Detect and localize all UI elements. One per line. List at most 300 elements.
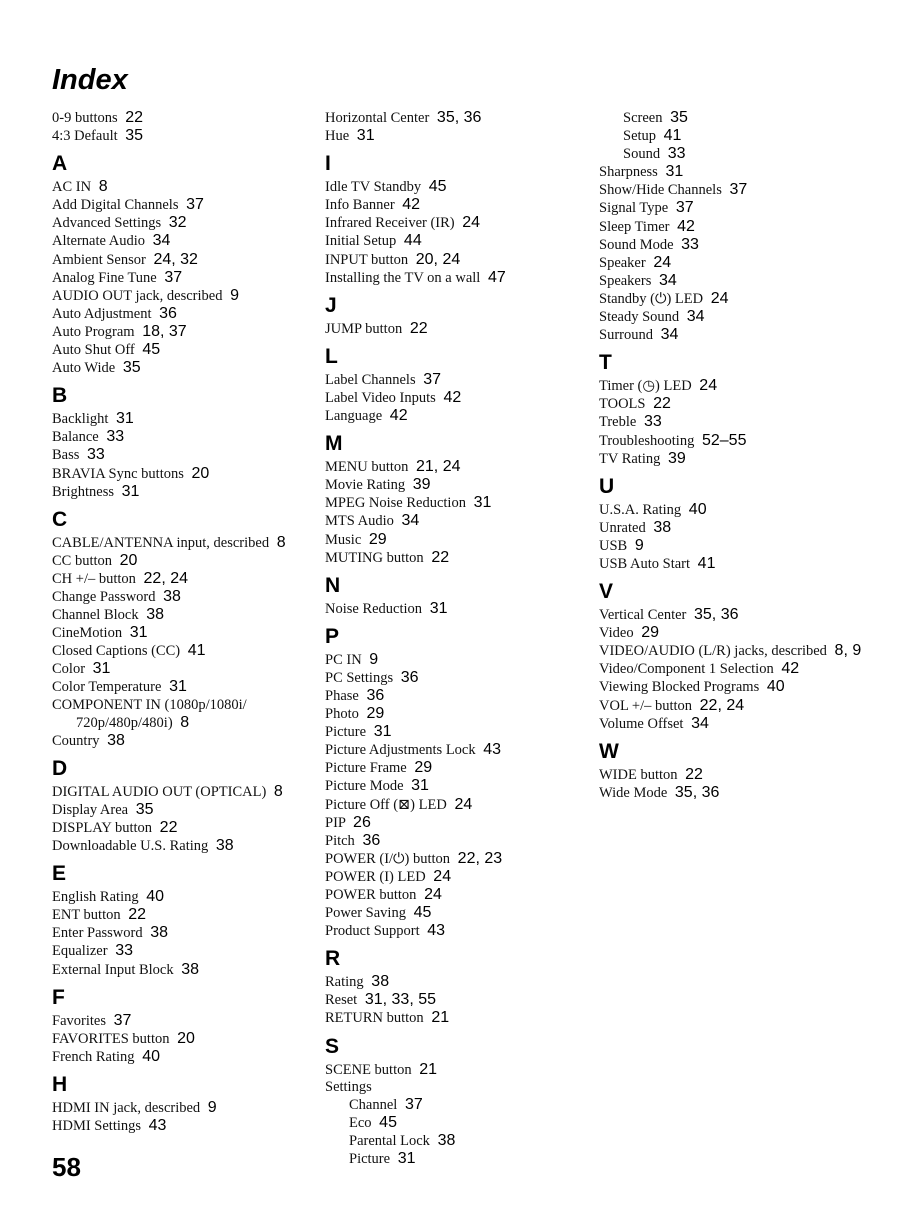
- index-entry: [599, 624, 869, 642]
- entry-label: TOOLS: [599, 396, 646, 413]
- index-entry: [599, 450, 869, 468]
- entry-page-numbers: 35: [125, 127, 144, 145]
- index-entry: [599, 326, 869, 344]
- entry-page-numbers: 38: [371, 973, 390, 991]
- entry-label: Horizontal Center: [325, 110, 430, 126]
- index-entry: [599, 697, 869, 715]
- entry-label: USB Auto Start: [599, 555, 691, 572]
- index-entry: [52, 697, 302, 732]
- entry-page-numbers: 31: [665, 163, 684, 181]
- entry-page-numbers: 34: [658, 271, 677, 289]
- entry-page-numbers: 47: [487, 268, 506, 286]
- index-entry: [325, 886, 585, 904]
- index-letter-heading: L: [325, 344, 338, 368]
- entry-page-numbers: 41: [187, 642, 206, 660]
- entry-label: Rating: [325, 974, 364, 991]
- entry-page-numbers: 31: [473, 494, 492, 512]
- index-entry: [52, 483, 302, 501]
- entry-label: Troubleshooting: [599, 432, 695, 449]
- index-entry: [599, 501, 869, 519]
- entry-label: Eco: [349, 1114, 372, 1131]
- entry-page-numbers: 36: [400, 668, 419, 686]
- index-entry: [325, 850, 585, 868]
- index-entry: [52, 678, 302, 696]
- index-subentry: [599, 127, 869, 145]
- entry-label: English Rating: [52, 889, 139, 906]
- index-entry: [325, 973, 585, 991]
- index-letter-heading: P: [325, 624, 340, 648]
- entry-label: Channel: [349, 1096, 398, 1113]
- entry-page-numbers: 36: [366, 686, 385, 704]
- index-entry: [325, 407, 585, 425]
- entry-page-numbers: 37: [423, 370, 442, 388]
- index-entry: [52, 341, 302, 359]
- index-entry: [52, 428, 302, 446]
- entry-page-numbers: 18, 37: [142, 322, 187, 340]
- entry-page-numbers: 41: [697, 554, 716, 572]
- entry-page-numbers: 31: [129, 624, 148, 642]
- entry-page-numbers: 8: [180, 713, 190, 731]
- index-entry: [599, 642, 869, 660]
- index-letter-heading: F: [52, 985, 65, 1009]
- entry-label: Video: [599, 625, 634, 642]
- index-entry: [52, 446, 302, 464]
- entry-label: Info Banner: [325, 197, 395, 214]
- entry-page-numbers: 34: [660, 326, 679, 344]
- entry-page-numbers: 29: [368, 530, 387, 548]
- entry-label: CineMotion: [52, 625, 123, 642]
- entry-page-numbers: 8: [273, 782, 283, 800]
- entry-label: Color: [52, 661, 86, 678]
- entry-label: VIDEO/AUDIO (L/R) jacks, described: [599, 643, 827, 660]
- entry-page-numbers: 29: [414, 759, 433, 777]
- entry-page-numbers: 37: [675, 199, 694, 217]
- entry-label: CH +/– button: [52, 570, 136, 587]
- entry-page-numbers: 33: [643, 413, 662, 431]
- entry-label: Brightness: [52, 483, 115, 500]
- index-entry: [325, 549, 585, 567]
- entry-page-numbers: 22: [159, 819, 178, 836]
- index-entry: [52, 269, 302, 287]
- entry-label: Settings: [325, 1078, 372, 1095]
- entry-page-numbers: 39: [667, 449, 686, 467]
- entry-page-numbers: 41: [663, 127, 682, 145]
- entry-page-numbers: 24, 32: [153, 250, 198, 268]
- entry-page-numbers: 22, 23: [457, 849, 503, 867]
- index-entry: [599, 272, 869, 290]
- entry-label: Steady Sound: [599, 309, 680, 326]
- entry-label: FAVORITES button: [52, 1030, 170, 1047]
- index-entry: [52, 837, 302, 855]
- entry-label: Backlight: [52, 411, 109, 428]
- entry-page-numbers: 35, 36: [674, 783, 720, 801]
- entry-label: Pitch: [325, 832, 355, 849]
- index-letter-heading: V: [599, 580, 614, 604]
- index-entry: [52, 1048, 302, 1066]
- index-entry: [325, 922, 585, 940]
- index-letter-heading: A: [52, 152, 68, 176]
- index-entry: [52, 251, 302, 269]
- entry-page-numbers: 45: [142, 341, 161, 359]
- entry-label: Balance: [52, 429, 99, 446]
- index-entry: [325, 1009, 585, 1027]
- entry-label: Auto Adjustment: [52, 305, 152, 322]
- entry-label: Downloadable U.S. Rating: [52, 838, 209, 855]
- entry-label: Phase: [325, 687, 359, 704]
- entry-page-numbers: 42: [443, 388, 462, 406]
- entry-label: HDMI IN jack, described: [52, 1099, 201, 1116]
- entry-page-numbers: 38: [215, 837, 234, 855]
- entry-page-numbers: 20, 24: [415, 250, 461, 268]
- entry-page-numbers: 36: [159, 304, 177, 322]
- index-entry: [52, 624, 302, 642]
- index-column-2: [325, 109, 585, 1168]
- entry-label: Closed Captions (CC): [52, 643, 181, 660]
- index-entry: [599, 377, 869, 395]
- index-entry: [325, 868, 585, 886]
- index-entry: [325, 723, 585, 741]
- entry-page-numbers: 31: [169, 678, 187, 696]
- entry-label: Idle TV Standby: [325, 179, 422, 196]
- entry-page-numbers: 22: [125, 109, 144, 126]
- entry-label: Picture Mode: [325, 778, 404, 795]
- entry-label: Show/Hide Channels: [599, 182, 722, 199]
- index-entry: [52, 732, 302, 750]
- index-entry: [599, 290, 869, 308]
- entry-label: Power Saving: [325, 905, 406, 922]
- entry-label: PC IN: [325, 651, 362, 668]
- index-entry: [599, 181, 869, 199]
- index-entry: [325, 389, 585, 407]
- entry-page-numbers: 31, 33, 55: [364, 991, 437, 1009]
- entry-label: Language: [325, 408, 383, 425]
- entry-page-numbers: 24: [424, 886, 442, 903]
- index-entry: [325, 251, 585, 269]
- entry-page-numbers: 35: [670, 109, 688, 126]
- entry-page-numbers: 20: [191, 464, 210, 482]
- index-entry: [52, 660, 302, 678]
- index-letter-heading: I: [325, 152, 331, 176]
- entry-page-numbers: 45: [413, 904, 432, 922]
- index-entry: [599, 308, 869, 326]
- entry-label: Unrated: [599, 519, 646, 536]
- index-letter-heading: B: [52, 384, 68, 408]
- entry-label: External Input Block: [52, 961, 174, 978]
- index-entry: [325, 320, 585, 338]
- entry-page-numbers: 21, 24: [416, 458, 461, 476]
- index-entry: [599, 537, 869, 555]
- entry-label: Speaker: [599, 254, 646, 271]
- index-letter-heading: S: [325, 1034, 340, 1058]
- index-entry: [325, 991, 585, 1009]
- entry-page-numbers: 35: [122, 359, 141, 377]
- entry-label: BRAVIA Sync buttons: [52, 465, 184, 482]
- index-entry: [599, 413, 869, 431]
- index-entry: [325, 458, 585, 476]
- entry-page-numbers: 24: [462, 214, 481, 232]
- index-entry: [325, 127, 585, 145]
- entry-page-numbers: 31: [356, 127, 375, 145]
- entry-label: CABLE/ANTENNA input, described: [52, 534, 270, 551]
- entry-label: Screen: [623, 110, 663, 126]
- index-entry: [325, 1061, 585, 1079]
- entry-page-numbers: 40: [766, 678, 785, 696]
- entry-page-numbers: 34: [401, 512, 420, 530]
- index-entry: [52, 801, 302, 819]
- entry-label: INPUT button: [325, 251, 409, 268]
- index-entry: [325, 687, 585, 705]
- index-letter-heading: J: [325, 293, 337, 317]
- entry-page-numbers: 31: [411, 777, 429, 795]
- index-entry: [52, 819, 302, 837]
- entry-page-numbers: 37: [404, 1095, 423, 1113]
- entry-label: VOL +/– button: [599, 697, 693, 714]
- entry-label: Reset: [325, 992, 358, 1009]
- index-entry: [52, 888, 302, 906]
- index-entry: [599, 715, 869, 733]
- index-column-1: [52, 109, 302, 1135]
- entry-page-numbers: 9: [207, 1098, 217, 1116]
- entry-page-numbers: 33: [115, 942, 133, 960]
- entry-page-numbers: 43: [483, 741, 502, 759]
- page-title: Index: [52, 64, 128, 96]
- entry-page-numbers: 37: [186, 196, 204, 214]
- index-subentry: [599, 109, 869, 127]
- entry-label: Vertical Center: [599, 607, 687, 624]
- index-letter-heading: H: [52, 1072, 68, 1096]
- entry-page-numbers: 33: [106, 428, 125, 446]
- entry-label: Hue: [325, 128, 350, 145]
- entry-label: RETURN button: [325, 1010, 424, 1027]
- entry-page-numbers: 9: [369, 650, 379, 668]
- entry-page-numbers: 22: [431, 548, 450, 566]
- index-entry: [325, 814, 585, 832]
- index-entry: [52, 323, 302, 341]
- index-entry: [52, 552, 302, 570]
- entry-label: Sharpness: [599, 164, 658, 181]
- index-entry: [52, 109, 302, 127]
- entry-label: Analog Fine Tune: [52, 269, 157, 286]
- index-entry: [599, 163, 869, 181]
- entry-label: 0-9 buttons: [52, 110, 118, 126]
- entry-label: Picture Off (⊠) LED: [325, 796, 447, 813]
- index-entry: [325, 269, 585, 287]
- entry-page-numbers: 37: [729, 181, 748, 199]
- index-subentry: [325, 1150, 585, 1168]
- entry-page-numbers: 24: [699, 377, 718, 395]
- entry-page-numbers: 31: [397, 1150, 416, 1168]
- entry-label: French Rating: [52, 1048, 135, 1065]
- entry-page-numbers: 38: [653, 518, 672, 536]
- entry-label: Color Temperature: [52, 679, 162, 696]
- index-entry: [52, 232, 302, 250]
- page-number: 58: [52, 1152, 81, 1182]
- index-entry: [599, 766, 869, 784]
- entry-label: AC IN: [52, 179, 92, 196]
- entry-page-numbers: 38: [163, 587, 181, 605]
- entry-label: Wide Mode: [599, 784, 668, 801]
- index-entry: [52, 906, 302, 924]
- index-letter-heading: R: [325, 947, 341, 971]
- entry-page-numbers: 45: [428, 178, 447, 196]
- entry-page-numbers: 24: [710, 289, 729, 307]
- entry-page-numbers: 24: [454, 795, 473, 813]
- entry-page-numbers: 35, 36: [436, 109, 482, 126]
- index-entry: [599, 199, 869, 217]
- entry-label: Change Password: [52, 588, 156, 605]
- index-letter-heading: U: [599, 474, 615, 498]
- entry-label: Auto Program: [52, 323, 135, 340]
- entry-page-numbers: 8: [98, 178, 108, 196]
- entry-label: ENT button: [52, 907, 121, 924]
- entry-label: Video/Component 1 Selection: [599, 661, 774, 678]
- index-entry: [52, 961, 302, 979]
- index-entry: [599, 432, 869, 450]
- entry-label: 4:3 Default: [52, 128, 118, 145]
- index-entry: [599, 606, 869, 624]
- entry-page-numbers: 40: [688, 500, 707, 518]
- entry-label: Standby (⏻) LED: [599, 290, 704, 307]
- index-entry: [52, 359, 302, 377]
- index-entry: [325, 759, 585, 777]
- index-entry: [52, 924, 302, 942]
- index-entry: [599, 519, 869, 537]
- index-entry: [599, 395, 869, 413]
- entry-page-numbers: 20: [119, 551, 138, 569]
- entry-label: Picture: [325, 724, 367, 741]
- entry-page-numbers: 29: [366, 705, 385, 723]
- entry-label: Bass: [52, 447, 80, 464]
- entry-page-numbers: 38: [150, 924, 169, 942]
- entry-label: SCENE button: [325, 1061, 412, 1078]
- entry-page-numbers: 34: [691, 714, 709, 732]
- entry-label: Alternate Audio: [52, 233, 146, 250]
- entry-page-numbers: 35, 36: [694, 606, 739, 624]
- entry-page-numbers: 24: [433, 867, 452, 885]
- entry-page-numbers: 37: [113, 1011, 132, 1029]
- entry-page-numbers: 22: [653, 395, 671, 413]
- index-entry: [52, 570, 302, 588]
- index-entry: [52, 534, 302, 552]
- entry-label: Favorites: [52, 1012, 106, 1029]
- entry-page-numbers: 31: [116, 410, 134, 428]
- entry-label: Signal Type: [599, 200, 669, 217]
- entry-label: Volume Offset: [599, 715, 684, 732]
- entry-label: Picture Frame: [325, 760, 407, 777]
- index-entry: [325, 741, 585, 759]
- entry-label: MTS Audio: [325, 513, 394, 530]
- entry-page-numbers: 39: [412, 476, 431, 494]
- index-entry: [325, 904, 585, 922]
- index-entry: [52, 127, 302, 145]
- entry-page-numbers: 31: [121, 482, 140, 500]
- entry-page-numbers: 40: [146, 888, 165, 906]
- index-subentry: [325, 1096, 585, 1114]
- entry-label: Sound Mode: [599, 236, 674, 253]
- entry-label: MENU button: [325, 459, 409, 476]
- entry-label: Timer (◷) LED: [599, 378, 692, 395]
- entry-label: PC Settings: [325, 669, 394, 686]
- index-entry: [52, 1030, 302, 1048]
- index-entry: [599, 784, 869, 802]
- entry-label: Viewing Blocked Programs: [599, 679, 760, 696]
- entry-page-numbers: 42: [389, 407, 408, 425]
- index-entry: [325, 651, 585, 669]
- index-entry: [52, 588, 302, 606]
- index-entry: [52, 1117, 302, 1135]
- entry-page-numbers: 42: [677, 217, 695, 235]
- entry-page-numbers: 38: [437, 1131, 456, 1149]
- entry-page-numbers: 38: [107, 731, 125, 749]
- entry-page-numbers: 22: [128, 906, 147, 924]
- index-subentry: [325, 1114, 585, 1132]
- index-entry: [599, 660, 869, 678]
- entry-label: Infrared Receiver (IR): [325, 215, 455, 232]
- entry-label: Sleep Timer: [599, 218, 670, 235]
- index-letter-heading: D: [52, 756, 68, 780]
- entry-label: Label Video Inputs: [325, 389, 436, 406]
- index-entry: [325, 178, 585, 196]
- entry-label: Product Support: [325, 923, 420, 940]
- index-entry: [325, 494, 585, 512]
- index-entry: [325, 476, 585, 494]
- index-entry: [325, 705, 585, 723]
- entry-page-numbers: 20: [177, 1029, 195, 1047]
- entry-label: Movie Rating: [325, 477, 406, 494]
- index-letter-heading: N: [325, 573, 341, 597]
- entry-label: Auto Wide: [52, 360, 116, 377]
- entry-label: HDMI Settings: [52, 1118, 142, 1135]
- entry-page-numbers: 35: [135, 800, 154, 818]
- entry-label: Setup: [623, 128, 657, 145]
- entry-label: POWER (I/⏻) button: [325, 850, 451, 867]
- index-entry: [52, 410, 302, 428]
- entry-label: Noise Reduction: [325, 600, 423, 617]
- index-entry: [325, 232, 585, 250]
- entry-page-numbers: 52–55: [701, 431, 747, 449]
- entry-label: DISPLAY button: [52, 820, 153, 836]
- index-letter-heading: C: [52, 507, 68, 531]
- entry-label: Label Channels: [325, 371, 416, 388]
- index-entry: [325, 796, 585, 814]
- entry-page-numbers: 33: [667, 145, 686, 163]
- entry-page-numbers: 26: [353, 813, 371, 831]
- index-entry: [325, 600, 585, 618]
- index-entry: [52, 465, 302, 483]
- entry-page-numbers: 22, 24: [143, 569, 189, 587]
- index-entry: [52, 1012, 302, 1030]
- entry-label: Auto Shut Off: [52, 342, 135, 359]
- index-entry: [52, 196, 302, 214]
- entry-page-numbers: 29: [641, 624, 659, 642]
- entry-label: DIGITAL AUDIO OUT (OPTICAL): [52, 783, 267, 800]
- index-entry: [325, 832, 585, 850]
- entry-page-numbers: 40: [142, 1047, 160, 1065]
- entry-label: Parental Lock: [349, 1132, 430, 1149]
- index-entry: [325, 214, 585, 232]
- entry-label: Picture Adjustments Lock: [325, 742, 476, 759]
- entry-label: POWER button: [325, 887, 417, 903]
- index-letter-heading: W: [599, 739, 619, 763]
- entry-page-numbers: 45: [379, 1113, 397, 1131]
- entry-page-numbers: 9: [230, 286, 239, 304]
- index-subentry: [599, 145, 869, 163]
- index-letter-heading: M: [325, 432, 343, 456]
- entry-page-numbers: 31: [92, 660, 111, 678]
- index-subentry: [325, 1132, 585, 1150]
- entry-label: WIDE button: [599, 766, 678, 783]
- entry-page-numbers: 42: [402, 196, 421, 214]
